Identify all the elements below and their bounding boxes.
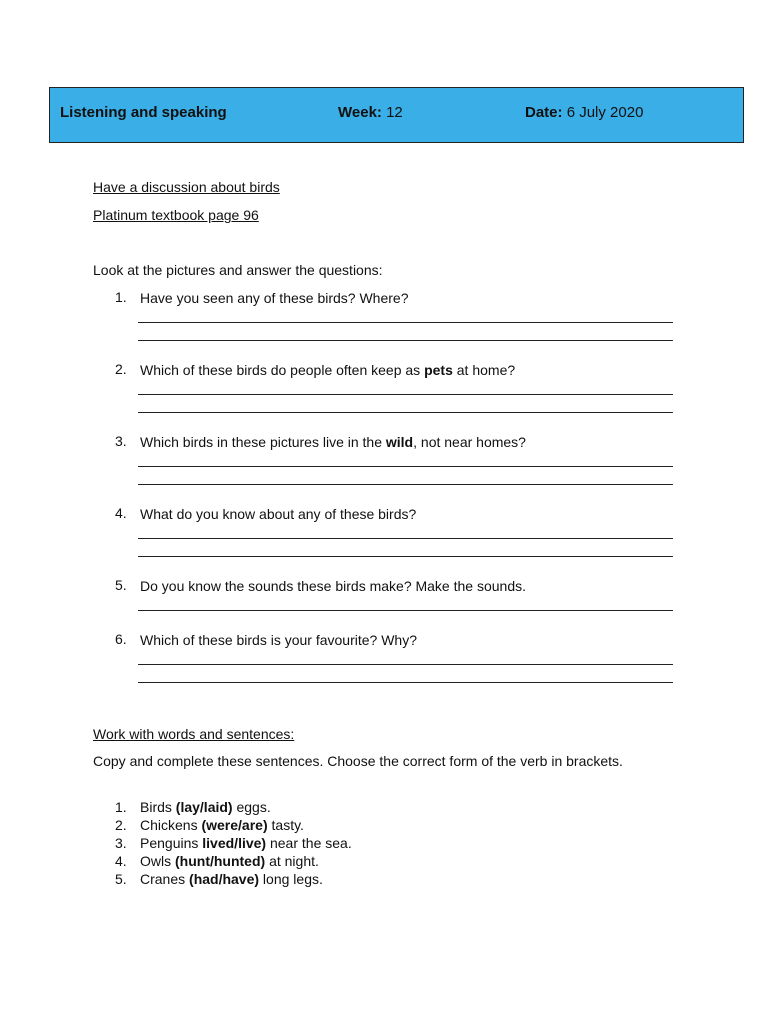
question-number: 2.	[115, 361, 127, 377]
question-text: Which of these birds is your favourite? Why?	[140, 632, 418, 648]
question-list	[93, 289, 683, 683]
answer-line[interactable]	[138, 394, 673, 395]
discussion-heading: Have a discussion about birds	[93, 179, 280, 195]
week-value: 12	[386, 104, 403, 121]
exercise-number: 5.	[115, 871, 127, 887]
exercise-text: Birds (lay/laid) eggs.	[140, 799, 271, 815]
exercise-number: 2.	[115, 817, 127, 833]
exercise-item	[93, 870, 352, 888]
answer-line[interactable]	[138, 556, 673, 557]
question-4	[93, 505, 683, 557]
answer-line[interactable]	[138, 484, 673, 485]
exercise-number: 3.	[115, 835, 127, 851]
question-number: 4.	[115, 505, 127, 521]
exercise-text: Penguins lived/live) near the sea.	[140, 835, 352, 851]
answer-line[interactable]	[138, 340, 673, 341]
question-5	[93, 577, 683, 611]
week-field	[338, 104, 403, 121]
questions-instruction: Look at the pictures and answer the questions:	[93, 262, 383, 278]
answer-line[interactable]	[138, 322, 673, 323]
textbook-reference: Platinum textbook page 96	[93, 207, 259, 223]
question-text: Do you know the sounds these birds make? Make the sounds.	[140, 578, 526, 594]
answer-line[interactable]	[138, 412, 673, 413]
question-2	[93, 361, 683, 413]
question-number: 6.	[115, 631, 127, 647]
question-number: 1.	[115, 289, 127, 305]
exercise-item	[93, 852, 352, 870]
question-text: Which of these birds do people often keep as pets at home?	[140, 362, 516, 378]
week-label: Week:	[338, 104, 382, 121]
exercise-list	[93, 798, 352, 888]
exercise-number: 1.	[115, 799, 127, 815]
date-field	[525, 104, 643, 121]
exercise-item	[93, 834, 352, 852]
date-label: Date:	[525, 104, 563, 121]
question-3	[93, 433, 683, 485]
question-1	[93, 289, 683, 341]
exercise-number: 4.	[115, 853, 127, 869]
words-instruction: Copy and complete these sentences. Choose the correct form of the verb in brackets.	[93, 753, 623, 769]
exercise-item	[93, 816, 352, 834]
question-text: What do you know about any of these birds?	[140, 506, 417, 522]
answer-line[interactable]	[138, 664, 673, 665]
date-value: 6 July 2020	[566, 104, 644, 121]
answer-line[interactable]	[138, 682, 673, 683]
exercise-item	[93, 798, 352, 816]
question-number: 3.	[115, 433, 127, 449]
question-number: 5.	[115, 577, 127, 593]
question-text: Have you seen any of these birds? Where?	[140, 290, 409, 306]
subject-title: Listening and speaking	[60, 104, 227, 121]
question-text: Which birds in these pictures live in the wild, not near homes?	[140, 434, 526, 450]
answer-line[interactable]	[138, 610, 673, 611]
exercise-text: Chickens (were/are) tasty.	[140, 817, 304, 833]
exercise-text: Cranes (had/have) long legs.	[140, 871, 323, 887]
exercise-text: Owls (hunt/hunted) at night.	[140, 853, 319, 869]
question-6	[93, 631, 683, 683]
header-box	[49, 87, 744, 143]
answer-line[interactable]	[138, 466, 673, 467]
words-heading: Work with words and sentences:	[93, 726, 295, 742]
answer-line[interactable]	[138, 538, 673, 539]
